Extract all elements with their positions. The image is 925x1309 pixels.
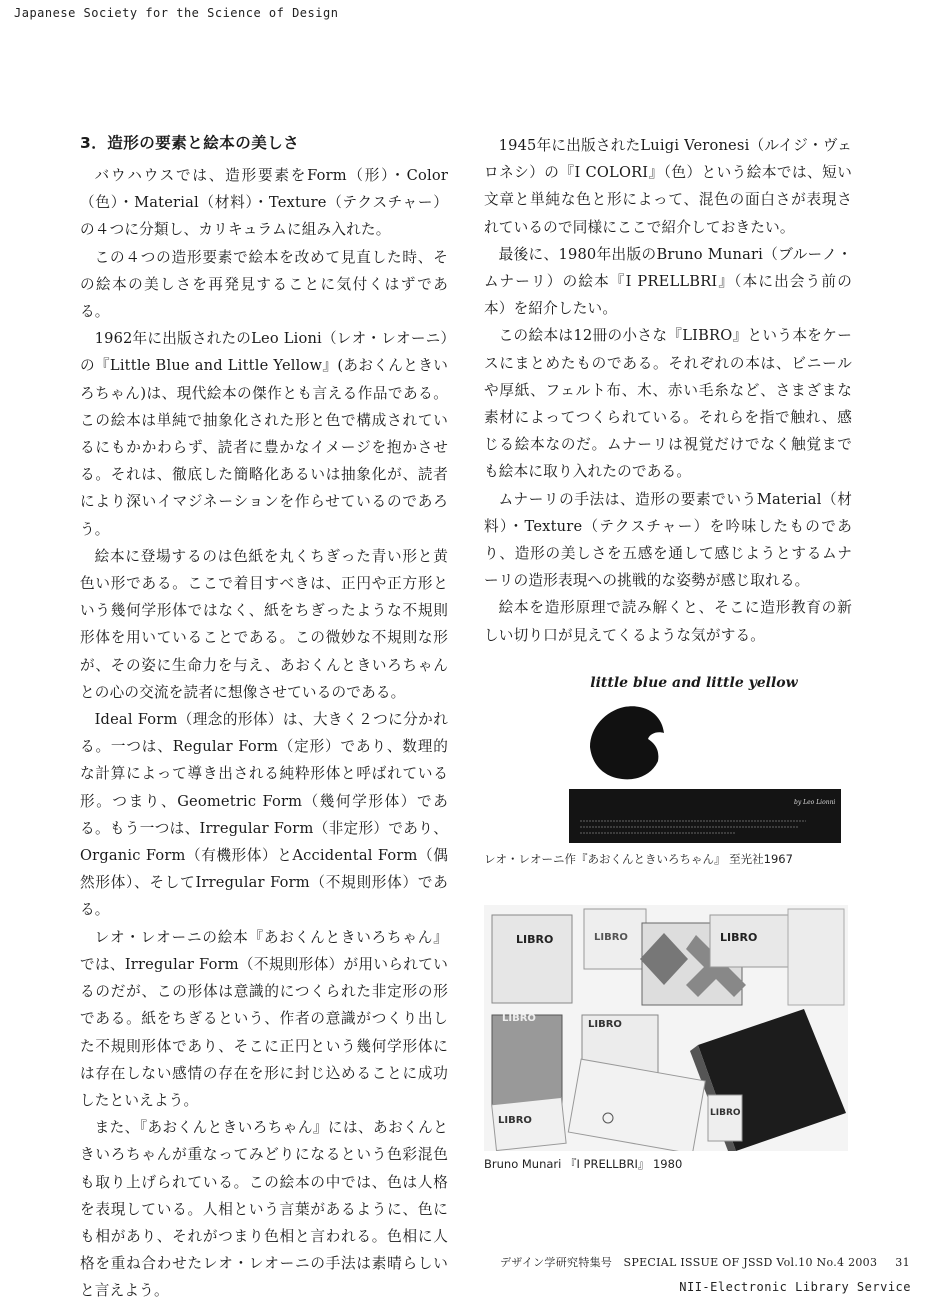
body-paragraph: 絵本を造形原理で読み解くと、そこに造形教育の新しい切り口が見えてくるような気がする。: [484, 599, 852, 644]
books-photo-svg: [484, 905, 848, 1151]
body-paragraph: この絵本は12冊の小さな『LIBRO』という本をケースにまとめたものである。それぞれの本は、ビニールや厚紙、フェルト布、木、赤い毛糸など、さまざまな素材によってつくられている。それらを指で触れ、感じる絵本なのだ。ムナーリは視覚だけでなく触覚までも絵本に取り入れたのである。: [484, 327, 852, 481]
body-paragraph: 最後に、1980年出版のBruno Munari（ブルーノ・ムナーリ）の絵本『I PRELLBRI』（本に出会う前の本）を紹介したい。: [484, 245, 852, 318]
book-cover-illustration: [566, 703, 846, 843]
torn-paper-shape: [590, 706, 664, 779]
figure-title: little blue and little yellow: [590, 675, 798, 691]
figure-caption: レオ・レオーニ作『あおくんときいろちゃん』 至光社1967: [484, 852, 793, 866]
body-paragraph: 1945年に出版されたLuigi Veronesi（ルイジ・ヴェロネシ）の『I COLORI』（色）という絵本では、短い文章と単純な色と形によって、混色の面白さが表現されているので同様にここで紹介しておきたい。: [484, 137, 852, 236]
body-paragraph: Ideal Form（理念的形体）は、大きく２つに分かれる。一つは、Regular Form（定形）であり、数理的な計算によって導き出される純粋形体と呼ばれている形。つまり、Geometric Form（幾何学形体）である。もう一つは、Irregular Form（非定形）であり、Organic Form（有機形体）とAccidental Form（偶然形体）、そしてIrregular Form（不規則形体）である。: [80, 711, 448, 919]
body-paragraph: この４つの造形要素で絵本を改めて見直した時、その絵本の美しさを再発見することに気付くはずである。: [80, 248, 448, 321]
libro-label: LIBRO: [516, 933, 554, 946]
body-paragraph: ムナーリの手法は、造形の要素でいうMaterial（材料）・Texture（テクスチャー）を吟味したものであり、造形の美しさを五感を通して感じようとするムナーリの造形表現への挑戦的な姿勢が感じ取れる。: [484, 490, 852, 590]
libro-label: LIBRO: [720, 931, 758, 944]
body-paragraph: また、『あおくんときいろちゃん』には、あおくんときいろちゃんが重なってみどりになるという色彩混色も取り上げられている。この絵本の中では、色は人格を表現している。人相という言葉があるように、色にも相があり、それがつまり色相と言われる。色相に人格を重ね合わせたレオ・レオーニの手法は素晴らしいと言えよう。: [80, 1119, 448, 1300]
libro-label: LIBRO: [498, 1115, 532, 1126]
book-cover-svg: [566, 703, 846, 843]
page-number: 31: [895, 1256, 910, 1269]
figure-little-blue: [484, 675, 864, 867]
figure-prellbri: [484, 905, 864, 1172]
body-paragraph: レオ・レオーニの絵本『あおくんときいろちゃん』では、Irregular Form（不規則形体）が用いられているのだが、この形体は意識的につくられた非定形の形である。紙をちぎるという、作者の意識がつくり出した不規則形体であり、そこに正円という幾何学形体には存在しない感情の存在を形に封じ込めることに成功したといえよう。: [80, 928, 448, 1109]
figure-caption: Bruno Munari 『I PRELLBRI』 1980: [484, 1157, 683, 1171]
section-title: 3．造形の要素と絵本の美しさ: [80, 134, 300, 152]
body-paragraph: 絵本に登場するのは色紙を丸くちぎった青い形と黄色い形である。ここで着目すべきは、正円や正方形という幾何学形体ではなく、紙をちぎったような不規則形体を用いていることである。この微妙な不規則な形が、その姿に生命力を与え、あおくんときいろちゃんとの心の交流を読者に想像させているのである。: [80, 547, 448, 701]
body-paragraph: バウハウスでは、造形要素をForm（形）・Color（色）・Material（材料）・Texture（テクスチャー）の４つに分類し、カリキュラムに組み入れた。: [80, 167, 448, 239]
right-column: [484, 132, 852, 649]
libro-label: LIBRO: [588, 1019, 622, 1030]
society-header: Japanese Society for the Science of Design: [14, 6, 339, 20]
libro-label: LIBRO: [710, 1108, 741, 1118]
cover-dark-band: [569, 789, 841, 843]
left-column: [80, 132, 448, 1305]
cover-byline: by Leo Lionni: [794, 799, 836, 806]
body-paragraph: 1962年に出版されたのLeo Lioni（レオ・レオーニ）の『Little Blue and Little Yellow』(あおくんときいろちゃん)は、現代絵本の傑作とも言える作品である。この絵本は単純で抽象化された形と色で構成されているにもかかわらず、読者に豊かなイメージを抱かさせる。それは、徹底した簡略化あるいは抽象化が、読者により深いイマジネーションを作らせているのであろう。: [80, 330, 448, 538]
libro-label: LIBRO: [594, 932, 628, 943]
service-footer: NII-Electronic Library Service: [679, 1280, 911, 1294]
journal-footer: [500, 1254, 910, 1270]
journal-name: デザイン学研究特集号 SPECIAL ISSUE OF JSSD Vol.10 No.4 2003: [500, 1256, 878, 1269]
books-photo: [484, 905, 848, 1151]
libro-label: LIBRO: [502, 1013, 536, 1024]
